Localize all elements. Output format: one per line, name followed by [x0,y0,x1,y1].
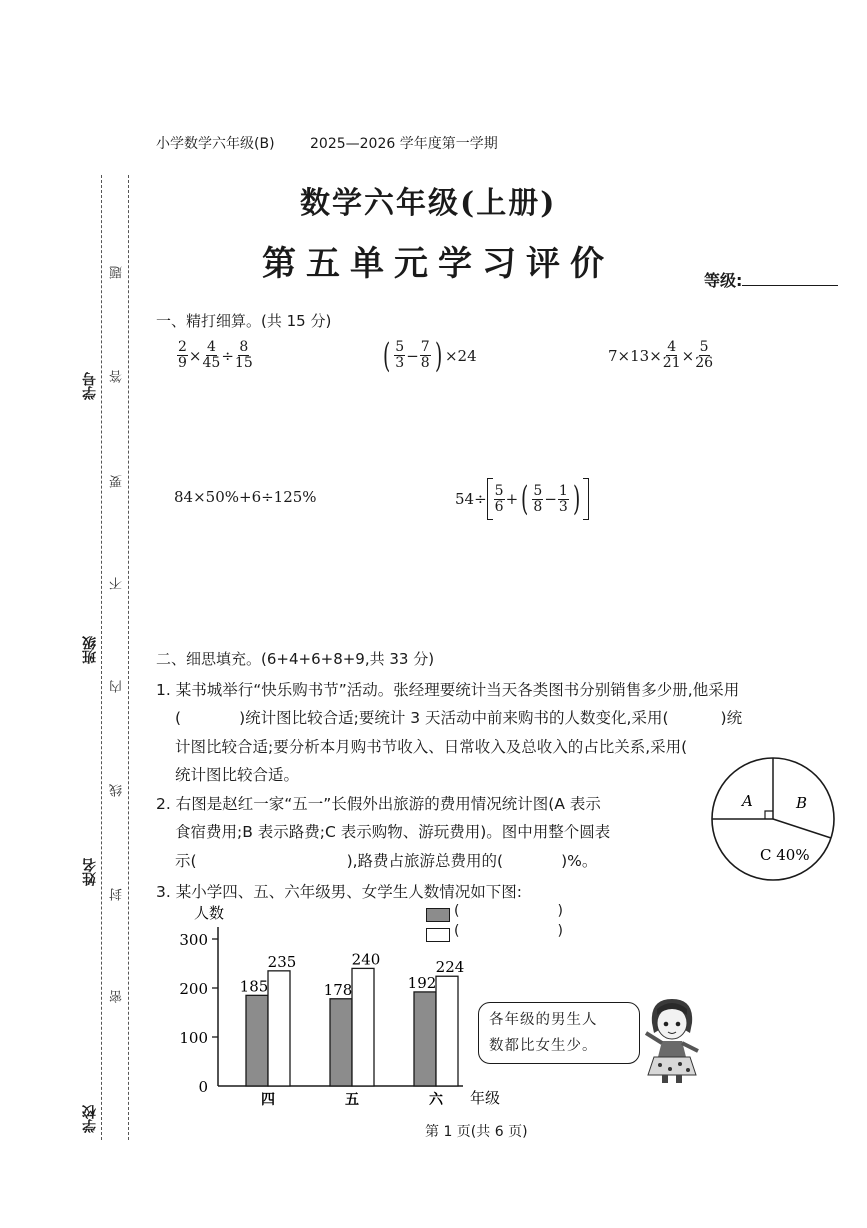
q1-line4: 统计图比较合适。 [175,766,300,784]
data-label: 178 [323,980,353,999]
q2-line2: 食宿费用;B 表示路费;C 表示购物、游玩费用)。图中用整个圆表 [175,823,611,841]
seal-char: 答 [110,370,125,383]
fraction: $\frac{5}{3}$ [395,339,405,371]
seal-char: 不 [110,577,125,590]
page-number: 第 1 页(共 6 页) [425,1124,528,1140]
pie-label-b: B [796,794,808,812]
problem-3: 7×13× $\frac{4}{21}$ × $\frac{5}{26}$ [608,339,714,371]
page-subtitle: 第五单元学习评价 [262,244,614,284]
fraction: $\frac{5}{6}$ [494,482,504,515]
y-tick-label: 0 [198,1078,208,1096]
speech-bubble [478,1002,640,1064]
bar [246,995,268,1086]
x-tick-label: 四 [261,1092,275,1108]
speech-line: 各年级的男生人 [489,1012,598,1028]
y-axis-label: 人数 [194,904,225,922]
fraction: $\frac{5}{26}$ [695,339,714,371]
fraction: $\frac{2}{9}$ [178,339,187,371]
fraction: $\frac{5}{8}$ [533,482,543,515]
bar [330,999,352,1086]
seal-char: 要 [110,475,125,488]
school-label: 学校 [82,1105,98,1133]
binding-line-inner [128,175,129,1140]
section1-heading: 一、精打细算。(共 15 分) [156,312,332,330]
page-title: 数学六年级(上册) [300,186,557,221]
q2-line1: 2. 右图是赵红一家“五一”长假外出旅游的费用情况统计图(A 表示 [156,795,601,813]
q1-line2: ( )统计图比较合适;要统计 3 天活动中前来购书的人数变化,采用( )统 [175,709,743,727]
bar [268,971,290,1086]
grade-label: 等级: [704,271,743,290]
expense-pie-chart [706,752,841,887]
class-label: 班级 [82,636,98,664]
y-tick-label: 200 [179,980,208,998]
problem-5: 54÷ $\frac{5}{6}$ + ( $\frac{5}{8}$ − $\frac{1}{3}$ ) [455,478,589,520]
bar [436,976,458,1086]
y-tick-label: 300 [179,931,208,949]
q3-line1: 3. 某小学四、五、六年级男、女学生人数情况如下图: [156,883,522,901]
problem-2: ( $\frac{5}{3}$ − $\frac{7}{8}$ ) ×24 [382,335,477,376]
seal-char: 密 [110,990,125,1003]
bar [414,992,436,1086]
data-label: 192 [407,973,437,992]
name-label: 姓名 [82,858,98,886]
q1-line3: 计图比较合适;要分析本月购书节收入、日常收入及总收入的占比关系,采用( [175,738,688,756]
problem-1: $\frac{2}{9}$ × $\frac{4}{45}$ ÷ $\frac{8}{15}$ [178,339,253,371]
girl-illustration [632,993,712,1085]
data-label: 185 [239,977,269,996]
q1-line1: 1. 某书城举行“快乐购书节”活动。张经理要统计当天各类图书分别销售多少册,他采用 [156,681,740,699]
x-axis-label: 年级 [470,1089,501,1107]
q2-line3: 示( ),路费占旅游总费用的( )%。 [175,852,598,870]
fraction: $\frac{7}{8}$ [420,339,430,371]
fraction: $\frac{1}{3}$ [558,482,568,515]
seal-char: 内 [110,680,125,693]
legend-entry-gray[interactable]: ( ) [454,903,563,919]
pie-label-c: C 40% [760,846,810,864]
bar [352,968,374,1086]
data-label: 240 [351,950,381,969]
y-tick-label: 100 [179,1029,208,1047]
seal-char: 封 [110,888,125,901]
section2-heading: 二、细思填充。(6+4+6+8+9,共 33 分) [156,650,435,668]
grade-blank[interactable] [742,269,838,286]
header-course: 小学数学六年级(B) [156,136,275,152]
student-number-label: 学号 [82,372,98,400]
header-term: 2025—2026 学年度第一学期 [310,136,498,152]
fraction: $\frac{4}{45}$ [202,339,221,371]
data-label: 224 [435,958,465,977]
fraction: $\frac{4}{21}$ [662,339,681,371]
seal-char: 线 [110,784,125,797]
grade-bar-chart [170,900,510,1110]
speech-line: 数都比女生少。 [489,1038,598,1054]
data-label: 235 [267,952,297,971]
seal-char: 题 [110,266,125,279]
fraction: $\frac{8}{15}$ [234,339,253,371]
legend-entry-white[interactable]: ( ) [454,923,563,939]
binding-line-outer [101,175,102,1140]
x-tick-label: 五 [345,1092,359,1108]
problem-4: 84×50%+6÷125% [174,488,317,506]
x-tick-label: 六 [429,1092,443,1108]
grade-field[interactable] [704,268,838,291]
pie-label-a: A [742,792,753,810]
